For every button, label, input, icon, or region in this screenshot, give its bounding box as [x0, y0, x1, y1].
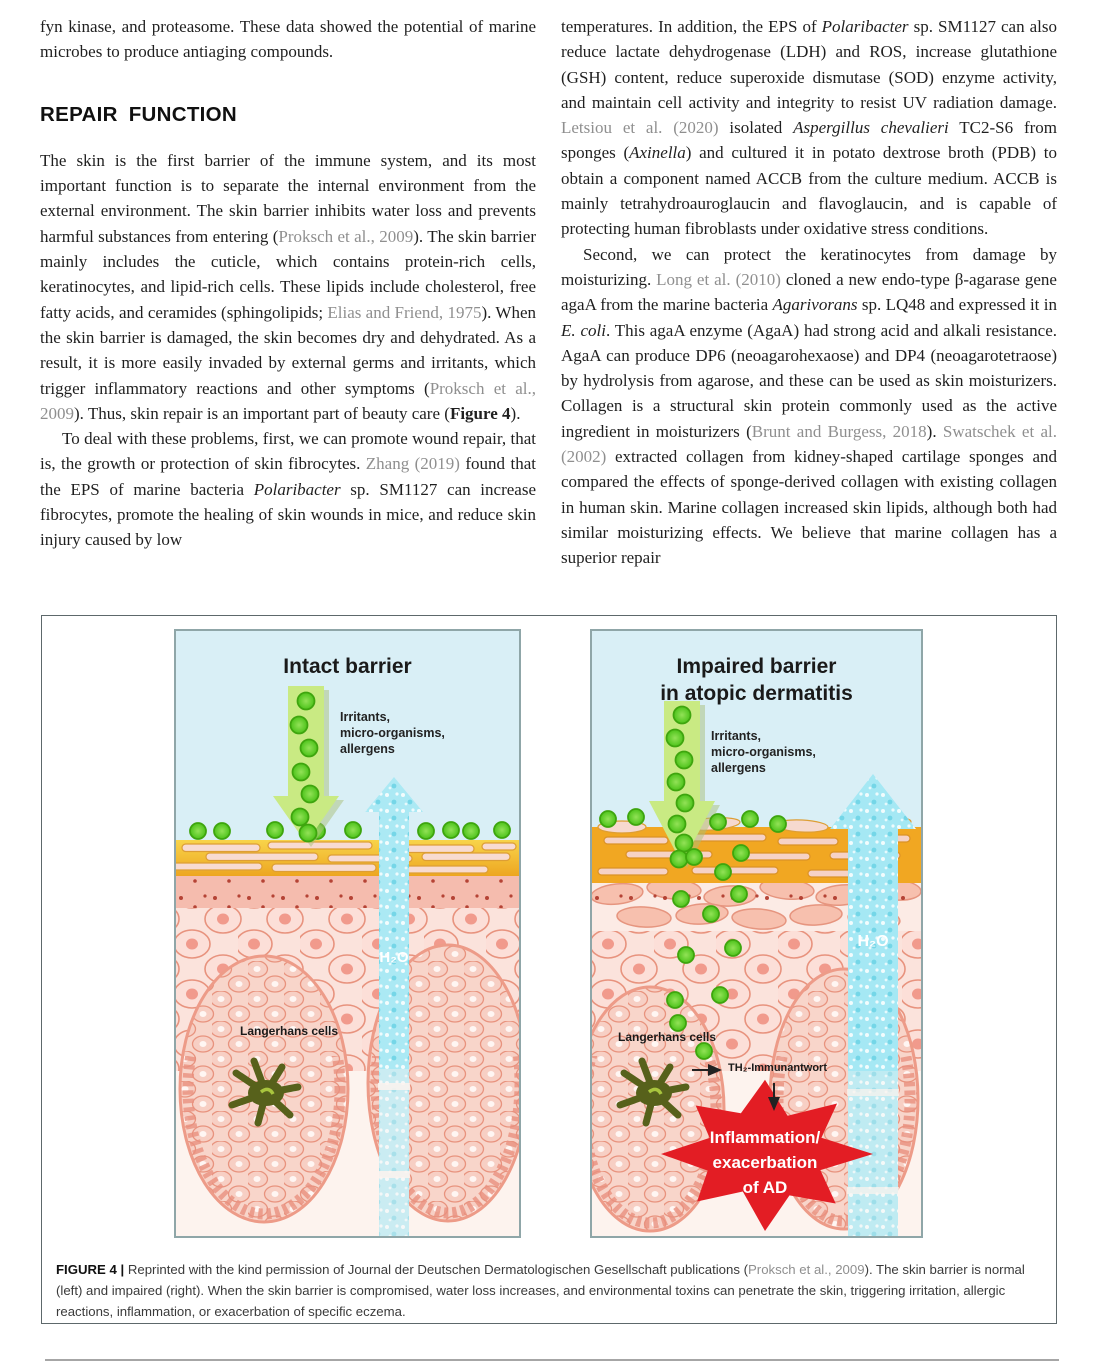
paragraph: Second, we can protect the keratinocytes from damage by moisturizing. Long et al. (2010) cloned a new endo-type β-agarase gene agaA from the marine bacteria Agarivorans sp. LQ48 and expressed it in E. coli. This agaA enzyme (AgaA) had strong acid and alkali resistance. AgaA can produce DP6 (neoagarohexaose) and DP4 (neoagarotetraose) by hydrolysis from agarose, and these can be used as skin moisturizers. Collagen is a structural skin protein commonly used as the active ingredient in moisturizers (Brunt and Burgess, 2018). Swatschek et al. (2002) extracted collagen from kidney-shaped cartilage sponges and compared the effects of sponge-derived collagen with existing collagen in human skin. Marine collagen increased skin lipids, although both had similar moisturizing effects. We believe that marine collagen has a superior repair	[561, 244, 1057, 568]
article-body	[40, 14, 1058, 571]
panel-intact-barrier	[174, 629, 521, 1238]
section-heading: REPAIR FUNCTION	[40, 102, 238, 126]
langerhans-label: Langerhans cells	[240, 1024, 339, 1038]
citation: Proksch et al., 2009	[40, 378, 536, 423]
citation: Brunt and Burgess, 2018	[751, 421, 927, 441]
figure-4	[41, 615, 1057, 1324]
citation: Proksch et al., 2009	[748, 1262, 865, 1277]
paragraph: temperatures. In addition, the EPS of Polaribacter sp. SM1127 can also reduce lactate dehydrogenase (LDH) and ROS, increase glutathione (GSH) content, reduce superoxide dismutase (SOD) enzyme activity, and maintain cell activity and integrity to resist UV radiation damage. Letsiou et al. (2020) isolated Aspergillus chevalieri TC2-S6 from sponges (Axinella) and cultured it in potato dextrose broth (PDB) to obtain a component named ACCB from the culture medium. ACCB is mainly tetrahydroauroglaucin and flavoglaucin, and is capable of protecting human fibroblasts under oxidative stress conditions.	[561, 17, 1058, 239]
column-right	[561, 14, 1057, 571]
paragraph: To deal with these problems, first, we can promote wound repair, that is, the growth or protection of skin fibrocytes. Zhang (2019) found that the EPS of marine bacteria Polaribacter sp. SM1127 can increase fibrocytes, promote the healing of skin wounds in mice, and reduce skin injury caused by low	[40, 429, 536, 550]
citation: Letsiou et al. (2020)	[561, 118, 719, 138]
citation: Zhang (2019)	[365, 454, 460, 474]
langerhans-label: Langerhans cells	[618, 1030, 717, 1044]
th2-immune-response-label: TH₂-Immunantwort	[728, 1062, 827, 1074]
column-left	[40, 14, 536, 571]
h2o-label: H₂O	[857, 933, 889, 950]
page-divider	[45, 1359, 1059, 1361]
citation: Long et al. (2010)	[656, 269, 781, 289]
h2o-label: H₂O	[379, 949, 409, 966]
irritants-label: Irritants, micro-organisms, allergens	[711, 729, 816, 775]
paragraph: fyn kinase, and proteasome. These data showed the potential of marine microbes to produce antiaging compounds.	[40, 17, 536, 62]
inflammation-label: Inflammation/ exacerbation of AD	[709, 1128, 821, 1197]
figure-caption: FIGURE 4 | Reprinted with the kind permission of Journal der Deutschen Dermatologischen Gesellschaft publications (Proksch et al., 2009). The skin barrier is normal (left) and impaired (right). When the skin barrier is compromised, water loss increases, and environmental toxins can penetrate the skin, triggering irritation, allergic reactions, inflammation, or exacerbation of specific eczema.	[56, 1262, 1025, 1319]
citation: Elias and Friend, 1975	[327, 302, 482, 322]
citation: Swatschek et al. (2002)	[561, 421, 1057, 467]
panel-title: Impaired barrier in atopic dermatitis	[660, 655, 853, 705]
paragraph: The skin is the first barrier of the immune system, and its most important function is to separate the internal environment from the external environment. The skin barrier inhibits water loss and prevents harmful substances from entering (Proksch et al., 2009). The skin barrier mainly includes the cuticle, which contains protein-rich cells, keratinocytes, and lipid-rich cells. These lipids include cholesterol, free fatty acids, and ceramides (sphingolipids; Elias and Friend, 1975). When the skin barrier is damaged, the skin becomes dry and dehydrated. As a result, it is more easily invaded by external germs and irritants, which trigger inflammatory reactions and other symptoms (Proksch et al., 2009). Thus, skin repair is an important part of beauty care (Figure 4).	[40, 150, 537, 423]
irritants-label: Irritants, micro-organisms, allergens	[340, 710, 445, 756]
panel-title: Intact barrier	[283, 655, 412, 678]
corneocyte-lamellae	[176, 842, 516, 873]
panel-impaired-barrier	[590, 629, 923, 1238]
citation: Proksch et al., 2009	[278, 226, 414, 246]
